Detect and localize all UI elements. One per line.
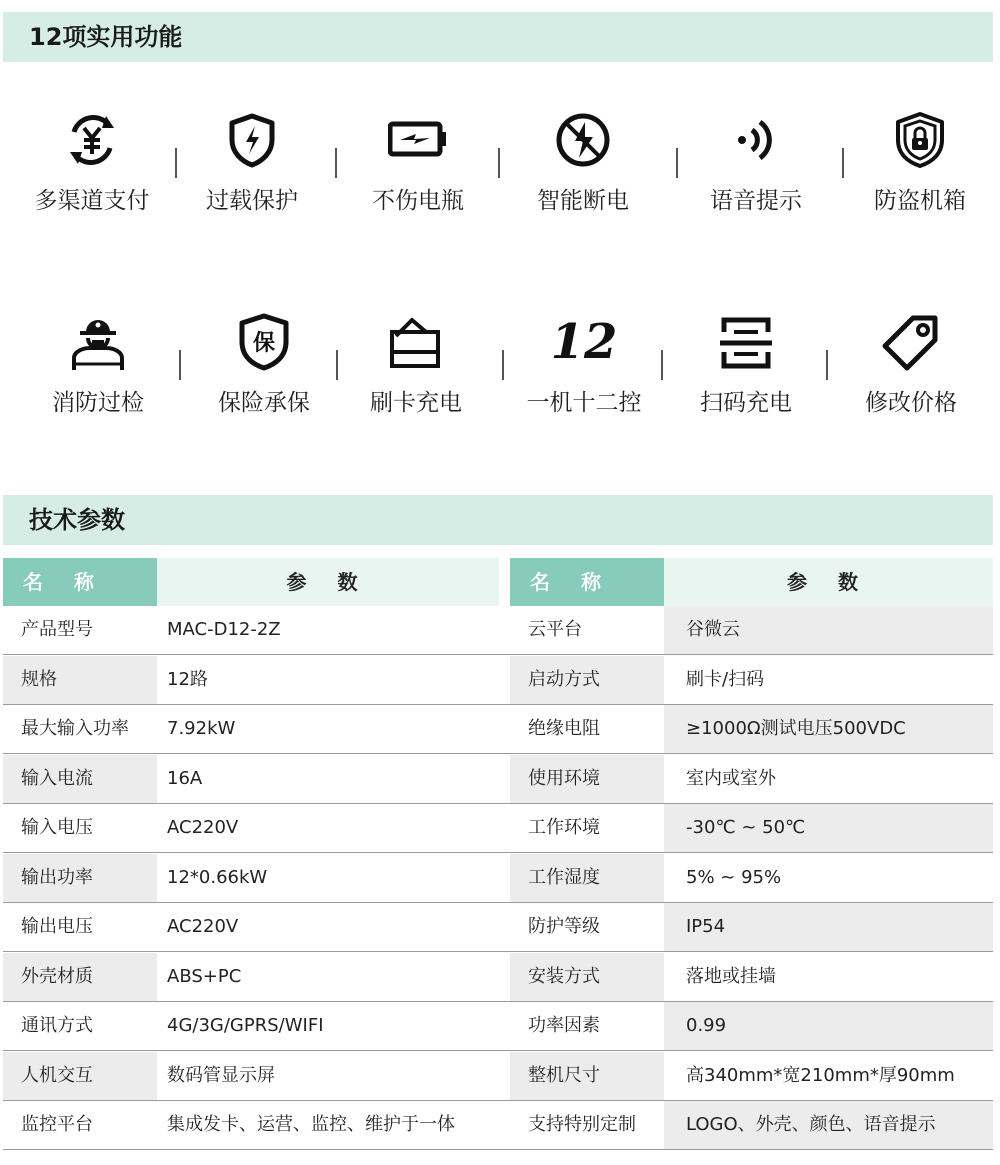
spec-name-right: 工作环境 xyxy=(528,817,600,838)
table-row xyxy=(3,1101,993,1150)
spec-name-right: 工作湿度 xyxy=(510,854,664,902)
spec-name-left: 输入电压 xyxy=(21,817,93,838)
shield-bolt-icon xyxy=(222,110,282,170)
spec-value-right: IP54 xyxy=(664,903,993,951)
spec-value-left: 4G/3G/GPRS/WIFI xyxy=(167,1015,324,1036)
spec-name-right: 安装方式 xyxy=(510,953,664,1001)
spec-name-left: 输出功率 xyxy=(3,854,157,902)
table-row xyxy=(3,1002,993,1051)
spec-name-left: 规格 xyxy=(3,656,157,704)
table-row xyxy=(3,1052,993,1101)
table-row xyxy=(3,755,993,804)
table-row xyxy=(3,606,993,655)
table-header xyxy=(3,558,993,606)
insurance-shield-icon xyxy=(234,312,294,372)
spec-value-left: 集成发卡、运营、监控、维护于一体 xyxy=(167,1114,455,1135)
spec-value-left: 数码管显示屏 xyxy=(167,1064,275,1086)
spec-name-left: 外壳材质 xyxy=(3,953,157,1001)
card-swipe-icon xyxy=(386,312,446,372)
twelve-number-icon: 12 xyxy=(550,314,618,370)
feature-label: 多渠道支付 xyxy=(34,188,150,214)
separator xyxy=(335,148,337,178)
spec-value-right: 5% ~ 95% xyxy=(686,866,782,888)
header-param-left: 参 数 xyxy=(157,558,499,606)
price-tag-icon xyxy=(881,312,941,372)
spec-name-left: 产品型号 xyxy=(21,619,93,640)
spec-value-left: AC220V xyxy=(167,817,239,838)
feature-anti-theft-box xyxy=(840,110,1000,215)
feature-label: 一机十二控 xyxy=(526,390,642,416)
table-row xyxy=(3,705,993,754)
spec-value-right: 0.99 xyxy=(664,1002,993,1050)
spec-value-right: 刷卡/扫码 xyxy=(686,668,765,690)
spec-value-right: 高340mm*宽210mm*厚90mm xyxy=(686,1064,955,1086)
separator xyxy=(661,350,663,380)
yuan-exchange-icon xyxy=(62,110,122,170)
separator xyxy=(179,350,181,380)
spec-name-right: 整机尺寸 xyxy=(510,1052,664,1100)
no-power-icon xyxy=(553,110,613,170)
spec-value-right: 室内或室外 xyxy=(686,767,776,789)
spec-name-right: 绝缘电阻 xyxy=(528,718,600,739)
scan-code-icon xyxy=(716,312,776,372)
feature-one-machine-twelve-control xyxy=(504,312,664,417)
feature-label: 语音提示 xyxy=(710,188,802,214)
spec-value-left: AC220V xyxy=(167,916,239,937)
spec-value-right: 落地或挂墙 xyxy=(686,965,776,987)
spec-value-right: ≥1000Ω测试电压500VDC xyxy=(664,705,993,753)
feature-card-charging xyxy=(336,312,496,417)
feature-label: 修改价格 xyxy=(865,390,957,416)
header-param-right: 参 数 xyxy=(664,558,993,606)
feature-fire-inspection xyxy=(18,312,178,417)
separator xyxy=(498,148,500,178)
header-name-right: 名 称 xyxy=(510,558,664,606)
spec-name-left: 输出电压 xyxy=(21,916,93,937)
feature-label: 智能断电 xyxy=(537,188,629,214)
feature-scan-charging xyxy=(666,312,826,417)
table-row xyxy=(3,854,993,903)
feature-label: 过载保护 xyxy=(206,188,298,214)
specs-section-title: 技术参数 xyxy=(3,495,993,545)
spec-value-left: 7.92kW xyxy=(167,718,236,739)
features-row-1 xyxy=(0,110,1000,250)
spec-name-left: 输入电流 xyxy=(3,755,157,803)
spec-value-left: ABS+PC xyxy=(167,965,242,987)
spec-value-right: 谷微云 xyxy=(664,606,993,654)
spec-name-right: 启动方式 xyxy=(510,656,664,704)
feature-smart-power-off xyxy=(503,110,663,215)
spec-name-right: 防护等级 xyxy=(528,916,600,937)
spec-name-left: 人机交互 xyxy=(3,1052,157,1100)
feature-voice-prompt xyxy=(676,110,836,215)
spec-value-left: MAC-D12-2Z xyxy=(167,619,281,640)
feature-label: 不伤电瓶 xyxy=(372,188,464,214)
spec-value-right: LOGO、外壳、颜色、语音提示 xyxy=(664,1101,993,1149)
spec-name-right: 使用环境 xyxy=(510,755,664,803)
spec-name-right: 支持特别定制 xyxy=(528,1114,636,1135)
feature-multi-channel-payment xyxy=(12,110,172,215)
spec-name-left: 通讯方式 xyxy=(21,1015,93,1036)
spec-value-left: 12*0.66kW xyxy=(167,866,268,888)
feature-label: 扫码充电 xyxy=(700,390,792,416)
sound-waves-icon xyxy=(726,110,786,170)
table-row xyxy=(3,656,993,705)
insurance-icon-text: 保 xyxy=(252,331,276,356)
feature-modify-price xyxy=(831,312,991,417)
feature-label: 防盗机箱 xyxy=(874,188,966,214)
feature-label: 刷卡充电 xyxy=(370,390,462,416)
spec-name-right: 功率因素 xyxy=(528,1015,600,1036)
table-row xyxy=(3,903,993,952)
feature-label: 保险承保 xyxy=(218,390,310,416)
spec-name-left: 监控平台 xyxy=(21,1114,93,1135)
spec-value-left: 12路 xyxy=(167,668,208,690)
shield-lock-icon xyxy=(890,110,950,170)
spec-name-left: 最大输入功率 xyxy=(21,718,129,739)
spec-value-right: -30℃ ~ 50℃ xyxy=(664,804,993,852)
header-name-left: 名 称 xyxy=(3,558,157,606)
features-row-2 xyxy=(0,312,1000,452)
spec-value-left: 16A xyxy=(167,767,203,789)
battery-charging-icon xyxy=(388,110,448,170)
separator xyxy=(826,350,828,380)
spec-name-right: 云平台 xyxy=(528,619,582,640)
feature-battery-safe xyxy=(338,110,498,215)
feature-insurance xyxy=(184,312,344,417)
firefighter-icon xyxy=(68,312,128,372)
table-row xyxy=(3,804,993,853)
features-section-title: 12项实用功能 xyxy=(3,12,993,62)
feature-label: 消防过检 xyxy=(52,390,144,416)
feature-overload-protection xyxy=(172,110,332,215)
table-row xyxy=(3,953,993,1002)
